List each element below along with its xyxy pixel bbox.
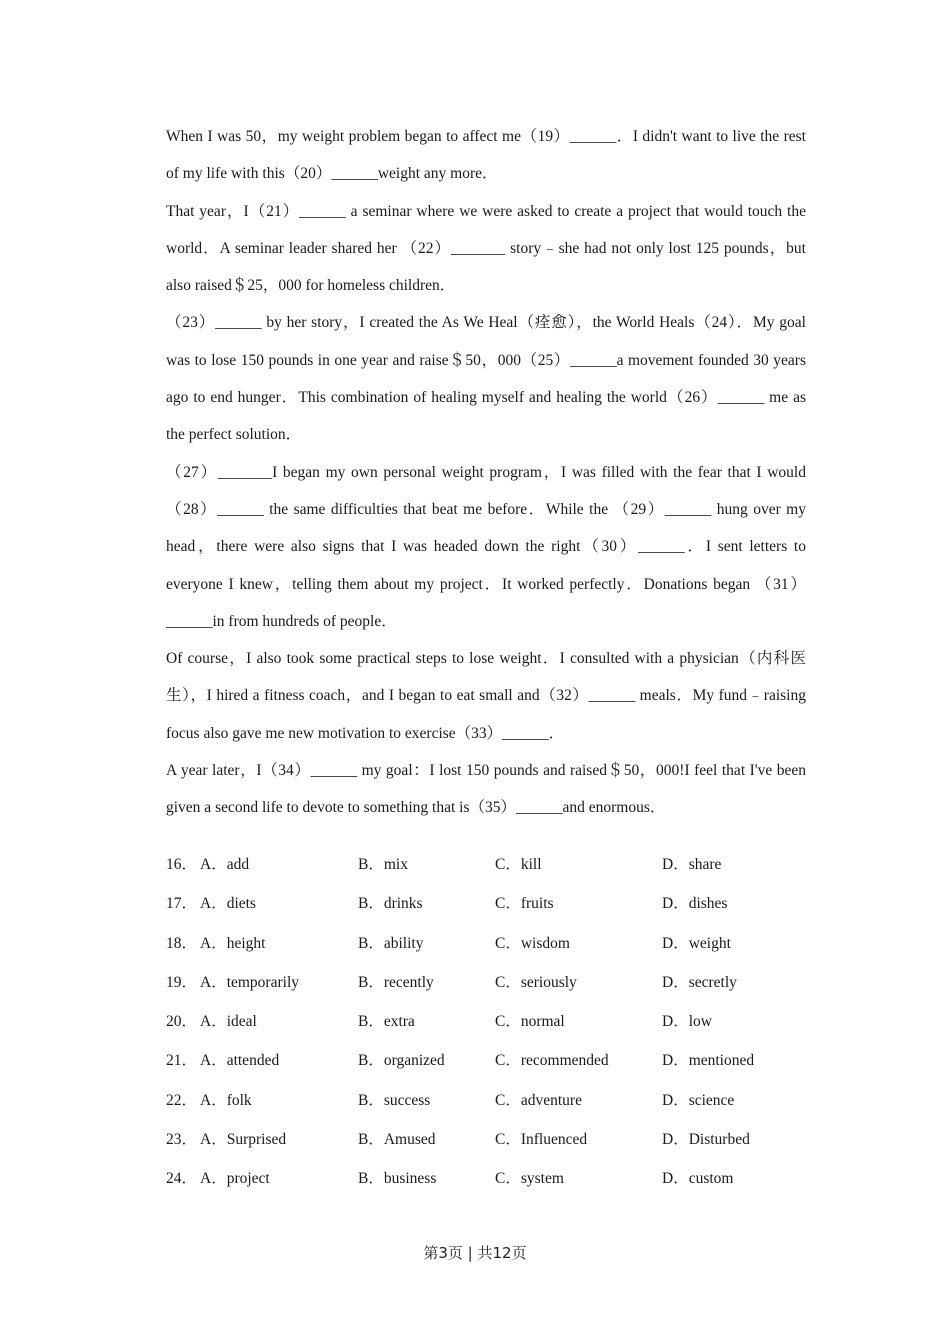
option-a: A．height (200, 934, 266, 952)
option-a: A．temporarily (200, 973, 300, 991)
option-a: A．add (200, 856, 250, 873)
option-a: A．attended (200, 1052, 280, 1070)
option-d: D．low (662, 1013, 712, 1031)
option-a: A．Surprised (200, 1131, 287, 1149)
passage-paragraph: A year later，I（34）______ my goal：I lost 150 pounds and raised＄50，000!I feel that I've been given a second life to devote to something that is（35）______and enormous． (166, 762, 806, 817)
option-d: D．weight (662, 934, 731, 952)
option-d: D．mentioned (662, 1052, 755, 1070)
passage-paragraph: When I was 50，my weight problem began to affect me（19）______．I didn't want to live the rest of my life with this（20）______weight any more． (166, 128, 806, 183)
option-d: D．dishes (662, 895, 728, 913)
question-number: 19． (166, 973, 198, 991)
question-number: 23． (166, 1131, 198, 1149)
option-a: A．diets (200, 895, 256, 913)
passage-paragraph: （27）_______I began my own personal weight program，I was filled with the fear that I would（28）______ the same difficulties that beat me before．While the （29）______ hung over my head，there were also signs that I was headed down the right（30）______．I sent letters to everyone I knew，telling them about my project．It worked perfectly．Donations began （31）______in from hundreds of people． (166, 463, 806, 630)
question-row (166, 1120, 806, 1159)
option-c: C．recommended (495, 1052, 609, 1070)
option-b: B．drinks (358, 895, 423, 913)
question-number: 20． (166, 1013, 198, 1031)
passage (166, 118, 806, 827)
question-row (166, 963, 806, 1002)
passage-paragraph: That year，I（21）______ a seminar where we were asked to create a project that would touch the world．A seminar leader shared her （22）_______ story﹣she had not only lost 125 pounds，but also raised＄25，000 for homeless children． (166, 202, 806, 295)
option-c: C．fruits (495, 895, 554, 913)
option-b: B．success (358, 1091, 431, 1109)
option-c: C．kill (495, 856, 542, 873)
question-row (166, 884, 806, 923)
option-c: C．seriously (495, 973, 577, 991)
question-row (166, 845, 806, 884)
page-footer: 第3页 | 共12页 (423, 1244, 527, 1262)
passage-paragraph: Of course，I also took some practical steps to lose weight．I consulted with a physician（内科医生），I hired a fitness coach，and I began to eat small and（32）______ meals．My fund﹣raising focus also gave me new motivation to exercise（33）______． (166, 650, 806, 742)
question-number: 21． (166, 1052, 198, 1070)
option-b: B．recently (358, 973, 434, 991)
option-b: B．business (358, 1170, 437, 1188)
question-row (166, 1081, 806, 1120)
question-row (166, 1159, 806, 1198)
option-c: C．Influenced (495, 1131, 588, 1149)
option-c: C．adventure (495, 1091, 582, 1109)
question-number: 22． (166, 1091, 198, 1109)
question-row (166, 924, 806, 963)
question-number: 17． (166, 895, 198, 913)
option-d: D．secretly (662, 973, 737, 991)
option-b: B．ability (358, 934, 424, 952)
question-number: 18． (166, 934, 198, 952)
options-list (166, 845, 806, 1199)
option-c: C．wisdom (495, 934, 570, 952)
option-b: B．Amused (358, 1131, 436, 1149)
option-a: A．project (200, 1170, 270, 1188)
passage-paragraph: （23）______ by her story，I created the As We Heal（痊愈），the World Heals（24）．My goal was to lose 150 pounds in one year and raise＄50，000（25）______a movement founded 30 years ago to end hunger．This combination of healing myself and healing the world（26）______ me as the perfect solution． (166, 314, 806, 444)
option-b: B．extra (358, 1013, 415, 1031)
option-d: D．custom (662, 1170, 734, 1188)
option-a: A．folk (200, 1091, 252, 1109)
option-b: B．mix (358, 856, 408, 873)
option-c: C．system (495, 1170, 564, 1188)
question-number: 24． (166, 1170, 198, 1188)
question-row (166, 1002, 806, 1041)
question-row (166, 1041, 806, 1080)
question-number: 16． (166, 856, 198, 873)
option-b: B．organized (358, 1052, 445, 1070)
option-d: D．science (662, 1091, 735, 1109)
option-d: D．share (662, 856, 722, 873)
option-a: A．ideal (200, 1013, 257, 1031)
option-c: C．normal (495, 1013, 565, 1031)
option-d: D．Disturbed (662, 1131, 750, 1149)
